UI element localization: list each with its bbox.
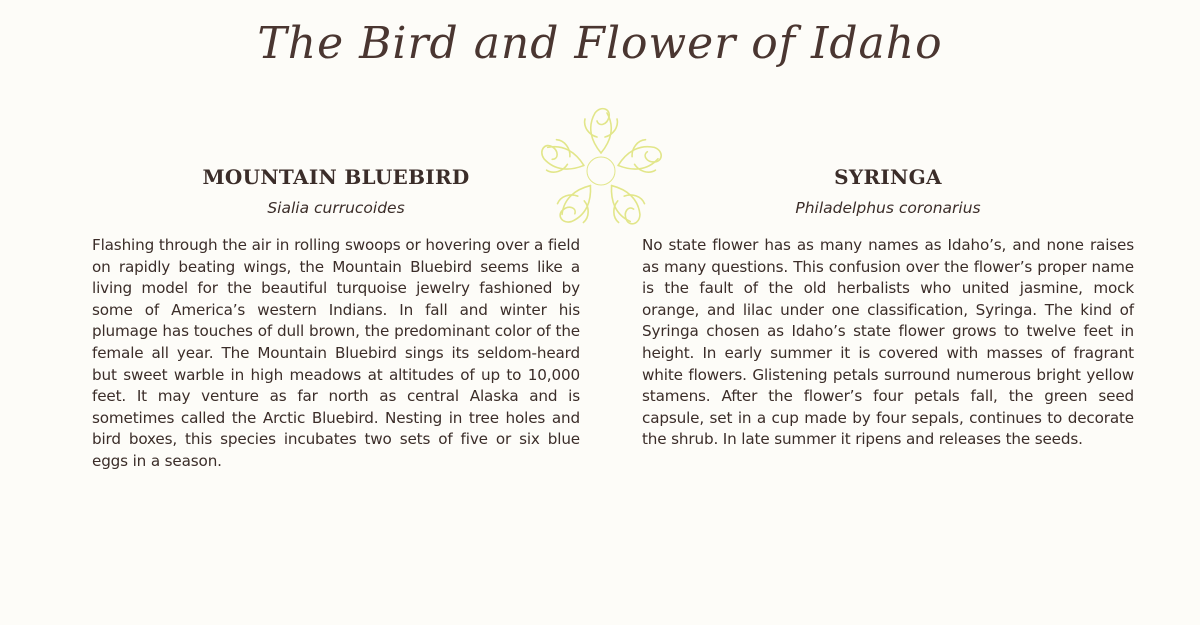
page-title: The Bird and Flower of Idaho xyxy=(257,18,943,69)
flower-description: No state flower has as many names as Idaho’s, and none raises as many questions. This confusion over the flower’s proper name is the fault of the old herbalists who united jasmine, mock orange, and lilac under one classification, Syringa. The kind of Syringa chosen as Idaho’s state flower grows to twelve feet in height. In early summer it is covered with masses of fragrant white flowers. Glistening petals surround numerous bright yellow stamens. After the flower’s four petals fall, the green seed capsule, set in a cup made by four sepals, continues to decorate the shrub. In late summer it ripens and releases the seeds. xyxy=(642,236,1134,449)
flower-heading: SYRINGA xyxy=(834,165,942,189)
flower-section xyxy=(642,162,1134,451)
bird-heading: MOUNTAIN BLUEBIRD xyxy=(202,165,470,189)
bird-description: Flashing through the air in rolling swoops or hovering over a field on rapidly beating wings, the Mountain Bluebird seems like a living model for the beautiful turquoise jewelry fashioned by some of America’s western Indians. In fall and winter his plumage has touches of dull brown, the predominant color of the female all year. The Mountain Bluebird sings its seldom-heard but sweet warble in high meadows at altitudes of up to 10,000 feet. It may venture as far north as central Alaska and is sometimes called the Arctic Bluebird. Nesting in tree holes and bird boxes, this species incubates two sets of five or six blue eggs in a season. xyxy=(92,236,580,470)
flower-scientific-name: Philadelphus coronarius xyxy=(795,199,981,217)
bird-section xyxy=(92,162,580,473)
bird-scientific-name: Sialia currucoides xyxy=(267,199,405,217)
